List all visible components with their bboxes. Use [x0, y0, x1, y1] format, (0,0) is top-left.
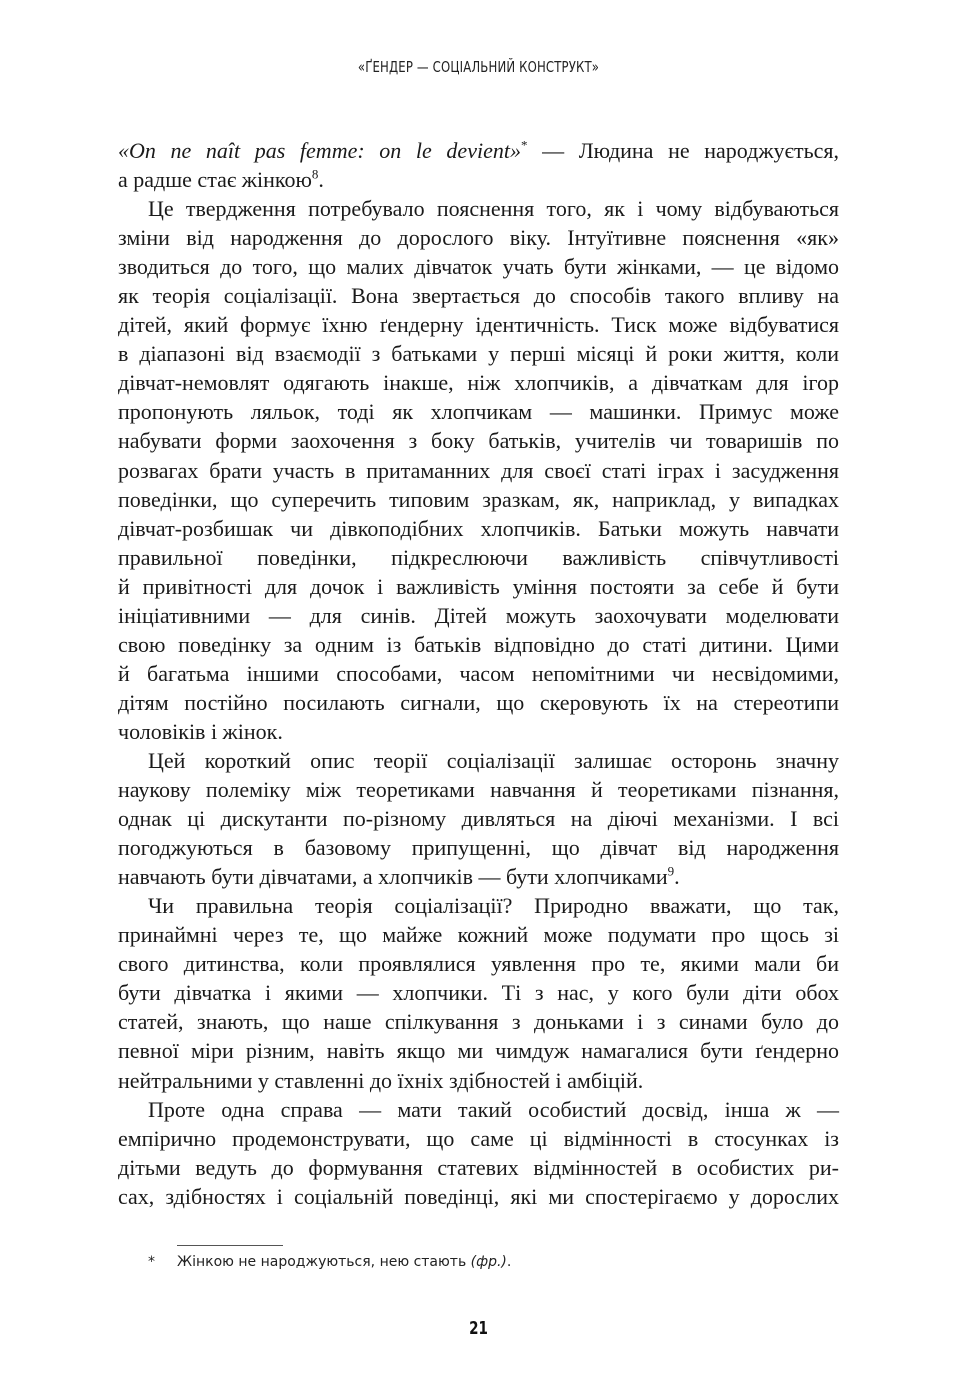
text-line: погоджуються в базовому припущенні, що дівчат від народження: [118, 835, 839, 861]
paragraph: [118, 194, 839, 746]
running-head: «ҐЕНДЕР — СОЦІАЛЬНИЙ КОНСТРУКТ»: [357, 58, 600, 76]
text-line: бути дівчатка і якими — хлопчики. Ті з нас, у кого були діти обох: [118, 980, 839, 1006]
page-number: 21: [469, 1318, 488, 1339]
footnote-language-note: (фр.): [470, 1254, 507, 1270]
text-line: дівчат-розбишак чи дівкоподібних хлопчиків. Батьки можуть навчати: [118, 515, 839, 541]
text-line: певної міри різним, навіть якщо ми чимдуж намагалися бути ґендерно: [118, 1038, 839, 1064]
footnote-divider: [177, 1245, 283, 1246]
body-text: [118, 136, 839, 1211]
text-line: свою поведінку за одним із батьків відповідно до статі дитини. Цими: [118, 631, 839, 657]
text-line: як теорія соціалізації. Вона звертається до способів такого впливу на: [118, 283, 839, 309]
paragraph: [118, 746, 839, 891]
french-quote: «On ne naît pas femme: on le devient»: [118, 138, 521, 163]
text-line: Чи правильна теорія соціалізації? Природно вважати, що так,: [148, 893, 839, 919]
paragraph: [118, 1095, 839, 1211]
text-line: розвагах брати участь в притаманних для своєї статі іграх і засудження: [118, 457, 839, 483]
text-line: Проте одна справа — мати такий особистий досвід, інша ж —: [148, 1096, 839, 1122]
footnote-marker[interactable]: *: [520, 137, 528, 153]
text-line: в діапазоні від взаємодії з батьками у перші місяці й роки життя, коли: [118, 341, 839, 367]
text-line: й багатьма іншими способами, часом непомітними чи несвідомими,: [118, 660, 839, 686]
footnote-mark: *: [148, 1254, 155, 1270]
text-line: ініціативними — для синів. Дітей можуть заохочувати моделювати: [118, 602, 839, 628]
text-line: а радше стає жінкою$^8$.: [118, 166, 324, 193]
text-line: Це твердження потребувало пояснення того, як і чому відбуваються: [148, 196, 839, 222]
text-line: дівчат-немовлят одягають інакше, ніж хлопчиків, а дівчаткам для ігор: [118, 370, 839, 396]
text-line: пропонують ляльок, тоді як хлопчикам — машинки. Примус може: [118, 399, 839, 425]
text-line: наукову полеміку між теоретиками навчання й теоретиками пізнання,: [118, 777, 839, 803]
text-line: [118, 136, 839, 165]
text-line: сах, здібностях і соціальній поведінці, які ми спостерігаємо у дорослих: [118, 1183, 839, 1209]
text-line: й привітності для дочок і важливість уміння постояти за себе й бути: [118, 573, 839, 599]
text-line: статей, знають, що наше спілкування з доньками і з синами було до: [118, 1009, 839, 1035]
text-line: однак ці дискутанти по-різному дивляться на діючі механізми. І всі: [118, 806, 839, 832]
endnote-ref[interactable]: 8: [311, 166, 319, 182]
text-line: зміни від народження до дорослого віку. Інтуїтивне пояснення «як»: [118, 225, 839, 251]
text-line: принаймні через те, що майже кожний може подумати про щось зі: [118, 922, 839, 948]
quote-translation: — Людина не народжується,: [527, 138, 840, 163]
text-line: чоловіків і жінок.: [118, 718, 283, 744]
text-line: навчають бути дівчатами, а хлопчиків — бути хлопчиками$^9$.: [118, 863, 680, 890]
text-line: дітям постійно посилають сигнали, що скеровують їх на стереотипи: [118, 689, 839, 715]
text-line: дітей, який формує їхню ґендерну ідентичність. Тиск може відбуватися: [118, 312, 839, 338]
paragraph: [118, 891, 839, 1094]
text-line: Цей короткий опис теорії соціалізації залишає осторонь значну: [148, 747, 839, 773]
text-line: дітьми ведуть до формування статевих відмінностей в особистих ри-: [118, 1154, 839, 1180]
text-line: поведінки, що суперечить типовим зразкам, як, наприклад, у випадках: [118, 486, 839, 512]
text-line: емпірично продемонструвати, що саме ці відмінності в стосунках із: [118, 1125, 839, 1151]
text-line: нейтральними у ставленні до їхніх здібностей і амбіцій.: [118, 1067, 644, 1093]
endnote-ref[interactable]: 9: [667, 863, 675, 879]
footnote: * Жінкою не народжуються, нею стають (фр.).: [148, 1254, 512, 1270]
text-line: набувати форми заохочення з боку батьків, учителів чи товаришів по: [118, 428, 839, 454]
text-line: зводиться до того, що малих дівчаток учать бути жінками, — це відомо: [118, 254, 839, 280]
footnote-text: Жінкою не народжуються, нею стають: [177, 1254, 471, 1270]
text-line: правильної поведінки, підкреслюючи важливість співчутливості: [118, 544, 839, 570]
text-line: свого дитинства, коли проявлялися уявлення про те, якими мали би: [118, 951, 839, 977]
